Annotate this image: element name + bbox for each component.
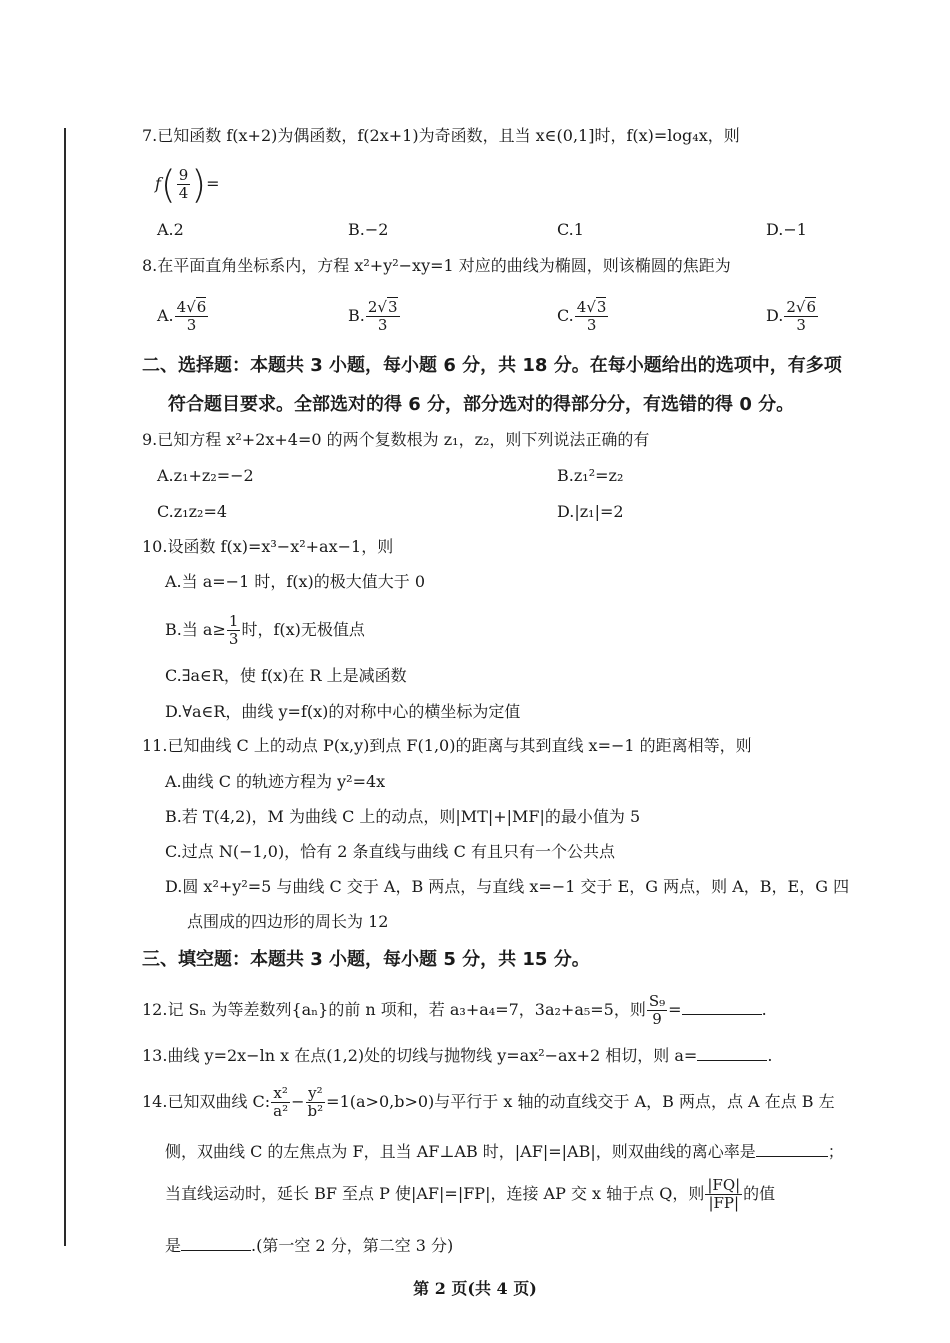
- question-14-line-3: 当直线运动时，延长 BF 至点 P 使|AF|=|FP|，连接 AP 交 x 轴于点 Q，则 $\frac{|FQ|}{|FP|}$ 的值: [165, 1176, 776, 1212]
- question-14-line-4: 是 .(第一空 2 分，第二空 3 分): [165, 1232, 453, 1258]
- question-11-stem: 11.已知曲线 C 上的动点 P(x,y)到点 F(1,0)的距离与其到直线 x=−1 的距离相等，则: [142, 736, 752, 755]
- question-10-option-b: B.当 a≥ $\frac{1}{3}$ 时，f(x)无极值点: [165, 612, 365, 648]
- question-8-option-a: A. $\frac{4√6}{3}$: [157, 298, 207, 334]
- question-7-stem: 7.已知函数 f(x+2)为偶函数，f(2x+1)为奇函数，且当 x∈(0,1]时，f(x)=log₄x，则: [142, 126, 740, 145]
- question-7-option-a: A.2: [157, 220, 184, 239]
- question-11-option-b: B.若 T(4,2)，M 为曲线 C 上的动点，则|MT|+|MF|的最小值为 5: [165, 807, 641, 826]
- question-9-option-b: B.z₁²=z₂: [557, 466, 624, 485]
- question-10-option-a: A.当 a=−1 时，f(x)的极大值大于 0: [165, 572, 426, 591]
- question-7-expression: f( $\frac{9}{4}$ )=: [155, 162, 220, 207]
- question-14-line-2: 侧，双曲线 C 的左焦点为 F，且当 AF⊥AB 时，|AF|=|AB|，则双曲线的离心率是 ；: [165, 1138, 844, 1164]
- question-11-option-d: D.圆 x²+y²=5 与曲线 C 交于 A，B 两点，与直线 x=−1 交于 E，G 两点，则 A，B，E，G 四: [165, 877, 850, 896]
- question-12: 12.记 Sₙ 为等差数列{aₙ}的前 n 项和，若 a₃+a₄=7，3a₂+a₅=5，则 $\frac{\text{S₉}}{9}$ = .: [142, 992, 767, 1028]
- question-7-option-c: C.1: [557, 220, 584, 239]
- question-10-option-d: D.∀a∈R，曲线 y=f(x)的对称中心的横坐标为定值: [165, 702, 521, 721]
- question-14-stem: 14.已知双曲线 C: $\frac{\text{x²}}{\text{a²}}$ − $\frac{\text{y²}}{\text{b²}}$ =1(a>0,b>0)与平行于 x 轴的动直线交于 A，B 两点，点 A 在点 B 左: [142, 1084, 835, 1120]
- question-7-option-d: D.−1: [766, 220, 807, 239]
- question-9-option-c: C.z₁z₂=4: [157, 502, 228, 521]
- question-9-option-a: A.z₁+z₂=−2: [157, 466, 254, 485]
- answer-blank[interactable]: [682, 996, 762, 1015]
- section-2-heading-cont: 符合题目要求。全部选对的得 6 分，部分选对的得部分分，有选错的得 0 分。: [168, 394, 795, 415]
- question-9-stem: 9.已知方程 x²+2x+4=0 的两个复数根为 z₁，z₂，则下列说法正确的有: [142, 430, 650, 449]
- question-8-option-c: C. $\frac{4√3}{3}$: [557, 298, 607, 334]
- question-9-option-d: D.|z₁|=2: [557, 502, 624, 521]
- question-10-stem: 10.设函数 f(x)=x³−x²+ax−1，则: [142, 537, 394, 556]
- question-11-option-a: A.曲线 C 的轨迹方程为 y²=4x: [165, 772, 386, 791]
- question-13: 13.曲线 y=2x−ln x 在点(1,2)处的切线与抛物线 y=ax²−ax+2 相切，则 a= .: [142, 1042, 772, 1068]
- question-8-stem: 8.在平面直角坐标系内，方程 x²+y²−xy=1 对应的曲线为椭圆，则该椭圆的焦距为: [142, 256, 731, 275]
- answer-blank-2[interactable]: [181, 1232, 251, 1251]
- question-8-option-b: B. $\frac{2√3}{3}$: [348, 298, 398, 334]
- question-11-option-c: C.过点 N(−1,0)，恰有 2 条直线与曲线 C 有且只有一个公共点: [165, 842, 615, 861]
- question-10-option-c: C.∃a∈R，使 f(x)在 R 上是减函数: [165, 666, 407, 685]
- question-8-option-d: D. $\frac{2√6}{3}$: [766, 298, 816, 334]
- section-3-heading: 三、填空题：本题共 3 小题，每小题 5 分，共 15 分。: [142, 949, 590, 970]
- question-11-option-d-cont: 点围成的四边形的周长为 12: [187, 912, 389, 931]
- section-2-heading: 二、选择题：本题共 3 小题，每小题 6 分，共 18 分。在每小题给出的选项中，有多项: [142, 355, 842, 376]
- answer-blank[interactable]: [697, 1042, 767, 1061]
- question-7-option-b: B.−2: [348, 220, 389, 239]
- answer-blank-1[interactable]: [756, 1138, 828, 1157]
- binding-margin-line: [64, 128, 66, 1246]
- page-number-footer: 第 2 页(共 4 页): [413, 1279, 537, 1298]
